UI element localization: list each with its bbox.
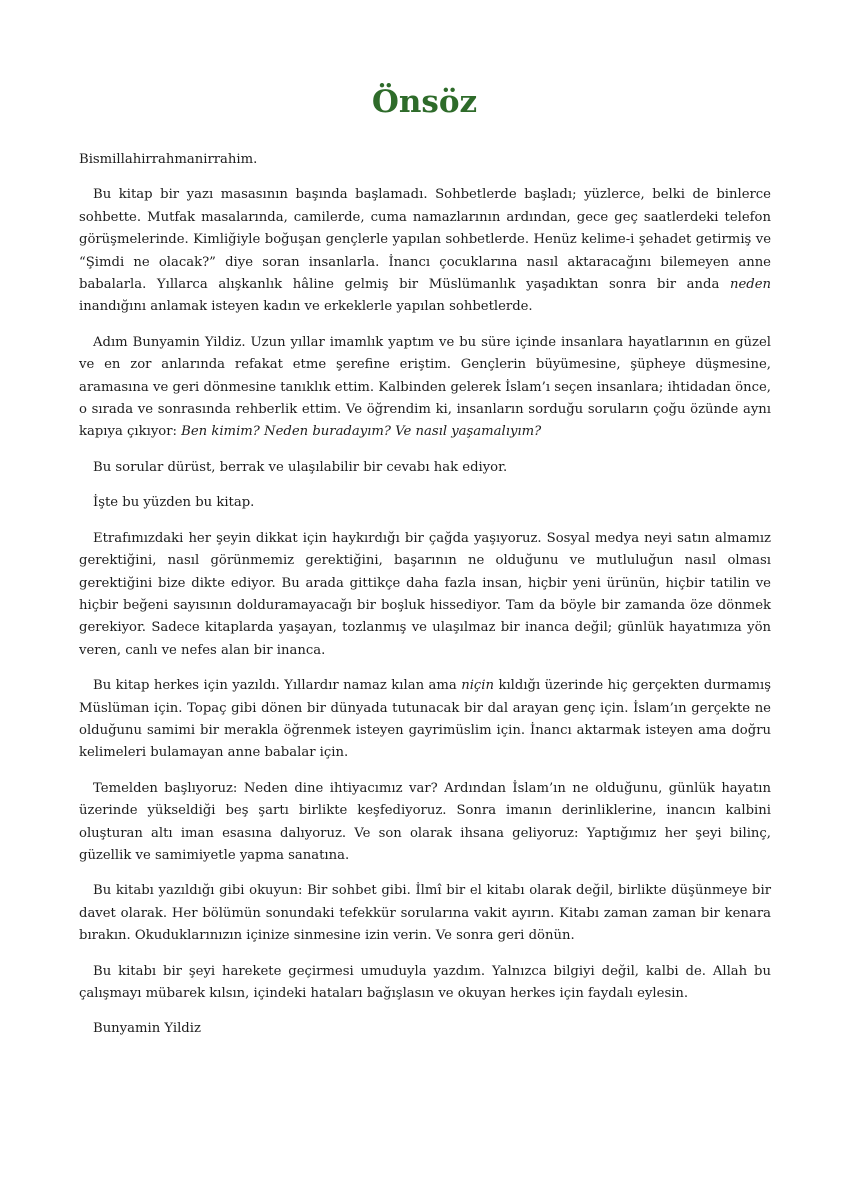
paragraph-3: Bu sorular dürüst, berrak ve ulaşılabilir bir cevabı hak ediyor. (93, 459, 508, 475)
paragraph-5: Etrafımızdaki her şeyin dikkat için haykırdığı bir çağda yaşıyoruz. Sosyal medya neyi satın almamız gerektiğini, nasıl görünmemiz gerektiğini, başarının ne olduğunu ve mutluluğun nasıl olması gerektiğini bize dikte ediyor. Bu arada gittikçe daha fazla insan, hiçbir yeni ürünün, hiçbir tatilin ve hiçbir beğeni sayısının dolduramayacağı bir boşluk hissediyor. Tam da böyle bir zamanda öze dönmek gerekiyor. Sadece kitaplarda yaşayan, tozlanmış ve ulaşılmaz bir inanca değil; günlük hayatımıza yön veren, canlı ve nefes alan bir inanca. (79, 530, 771, 658)
page-title: Önsöz (371, 84, 478, 120)
paragraph-1 (79, 184, 771, 318)
paragraph-4: İşte bu yüzden bu kitap. (93, 495, 255, 511)
paragraph-2-emphasis: Ben kimim? Neden buradayım? Ve nasıl yaşamalıyım? (181, 424, 542, 440)
paragraph-2-text-a: Adım Bunyamin Yildiz. Uzun yıllar imamlık yaptım ve bu süre içinde insanlara hayatlarının en güzel ve en zor anlarında refakat etme şerefine eriştim. Gençlerin büyümesine, şüpheye düşmesine, aramasına ve geri dönmesine tanıklık ettim. Kalbinden gelerek İslam’ı seçen insanlara; ihtidadan önce, o sırada ve sonrasında rehberlik ettim. Ve öğrendim ki, insanların sorduğu soruların çoğu özünde aynı kapıya çıkıyor: (79, 334, 771, 440)
paragraph-6-emphasis: niçin (461, 678, 495, 694)
signature: Bunyamin Yildiz (93, 1021, 201, 1037)
paragraph-9: Bu kitabı bir şeyi harekete geçirmesi umuduyla yazdım. Yalnızca bilgiyi değil, kalbi de. Allah bu çalışmayı mübarek kılsın, içindeki hataları bağışlasın ve okuyan herkes için faydalı eylesin. (79, 963, 771, 1001)
opening-line: Bismillahirrahmanirrahim. (79, 152, 258, 167)
paragraph-1-emphasis: neden (729, 277, 771, 293)
paragraph-6 (79, 675, 771, 765)
paragraph-7: Temelden başlıyoruz: Neden dine ihtiyacımız var? Ardından İslam’ın ne olduğunu, günlük hayatın üzerinde yükseldiği beş şartı birlikte keşfediyoruz. Sonra imanın derinliklerine, inancın kalbini oluşturan altı iman esasına dalıyoruz. Ve son olarak ihsana geliyoruz: Yaptığımız her şeyi bilinç, güzellik ve samimiyetle yapma sanatına. (79, 780, 771, 863)
paragraph-1-text-b: inandığını anlamak isteyen kadın ve erkeklerle yapılan sohbetlerde. (79, 299, 533, 315)
paragraph-8: Bu kitabı yazıldığı gibi okuyun: Bir sohbet gibi. İlmî bir el kitabı olarak değil, birlikte düşünmeye bir davet olarak. Her bölümün sonundaki tefekkür sorularına vakit ayırın. Kitabı zaman zaman bir kenara bırakın. Okuduklarınızın içinize sinmesine izin verin. Ve sonra geri dönün. (79, 883, 771, 944)
paragraph-1-text-a: Bu kitap bir yazı masasının başında başlamadı. Sohbetlerde başladı; yüzlerce, belki de binlerce sohbette. Mutfak masalarında, camilerde, cuma namazlarının ardından, gece geç saatlerdeki telefon görüşmelerinde. Kimliğiyle boğuşan gençlerle yapılan sohbetlerde. Henüz kelime-i şehadet getirmiş ve “Şimdi ne olacak?” diye soran insanlarla. İnancı çocuklarına nasıl aktaracağını bilemeyen anne babalarla. Yıllarca alışkanlık hâline gelmiş bir Müslümanlık yaşadıktan sonra bir anda (79, 187, 771, 293)
foreword-body (79, 149, 771, 1054)
paragraph-2 (79, 332, 771, 444)
paragraph-6-text-b: kıldığı üzerinde hiç gerçekten durmamış Müslüman için. Topaç gibi dönen bir dünyada tutunacak bir dal arayan genç için. İslam’ın gerçekte ne olduğunu samimi bir merakla öğrenmek isteyen gayrimüslim için. İnancı aktarmak isteyen ama doğru kelimeleri bulamayan anne babalar için. (79, 678, 772, 761)
paragraph-6-text-a: Bu kitap herkes için yazıldı. Yıllardır namaz kılan ama (93, 678, 462, 694)
